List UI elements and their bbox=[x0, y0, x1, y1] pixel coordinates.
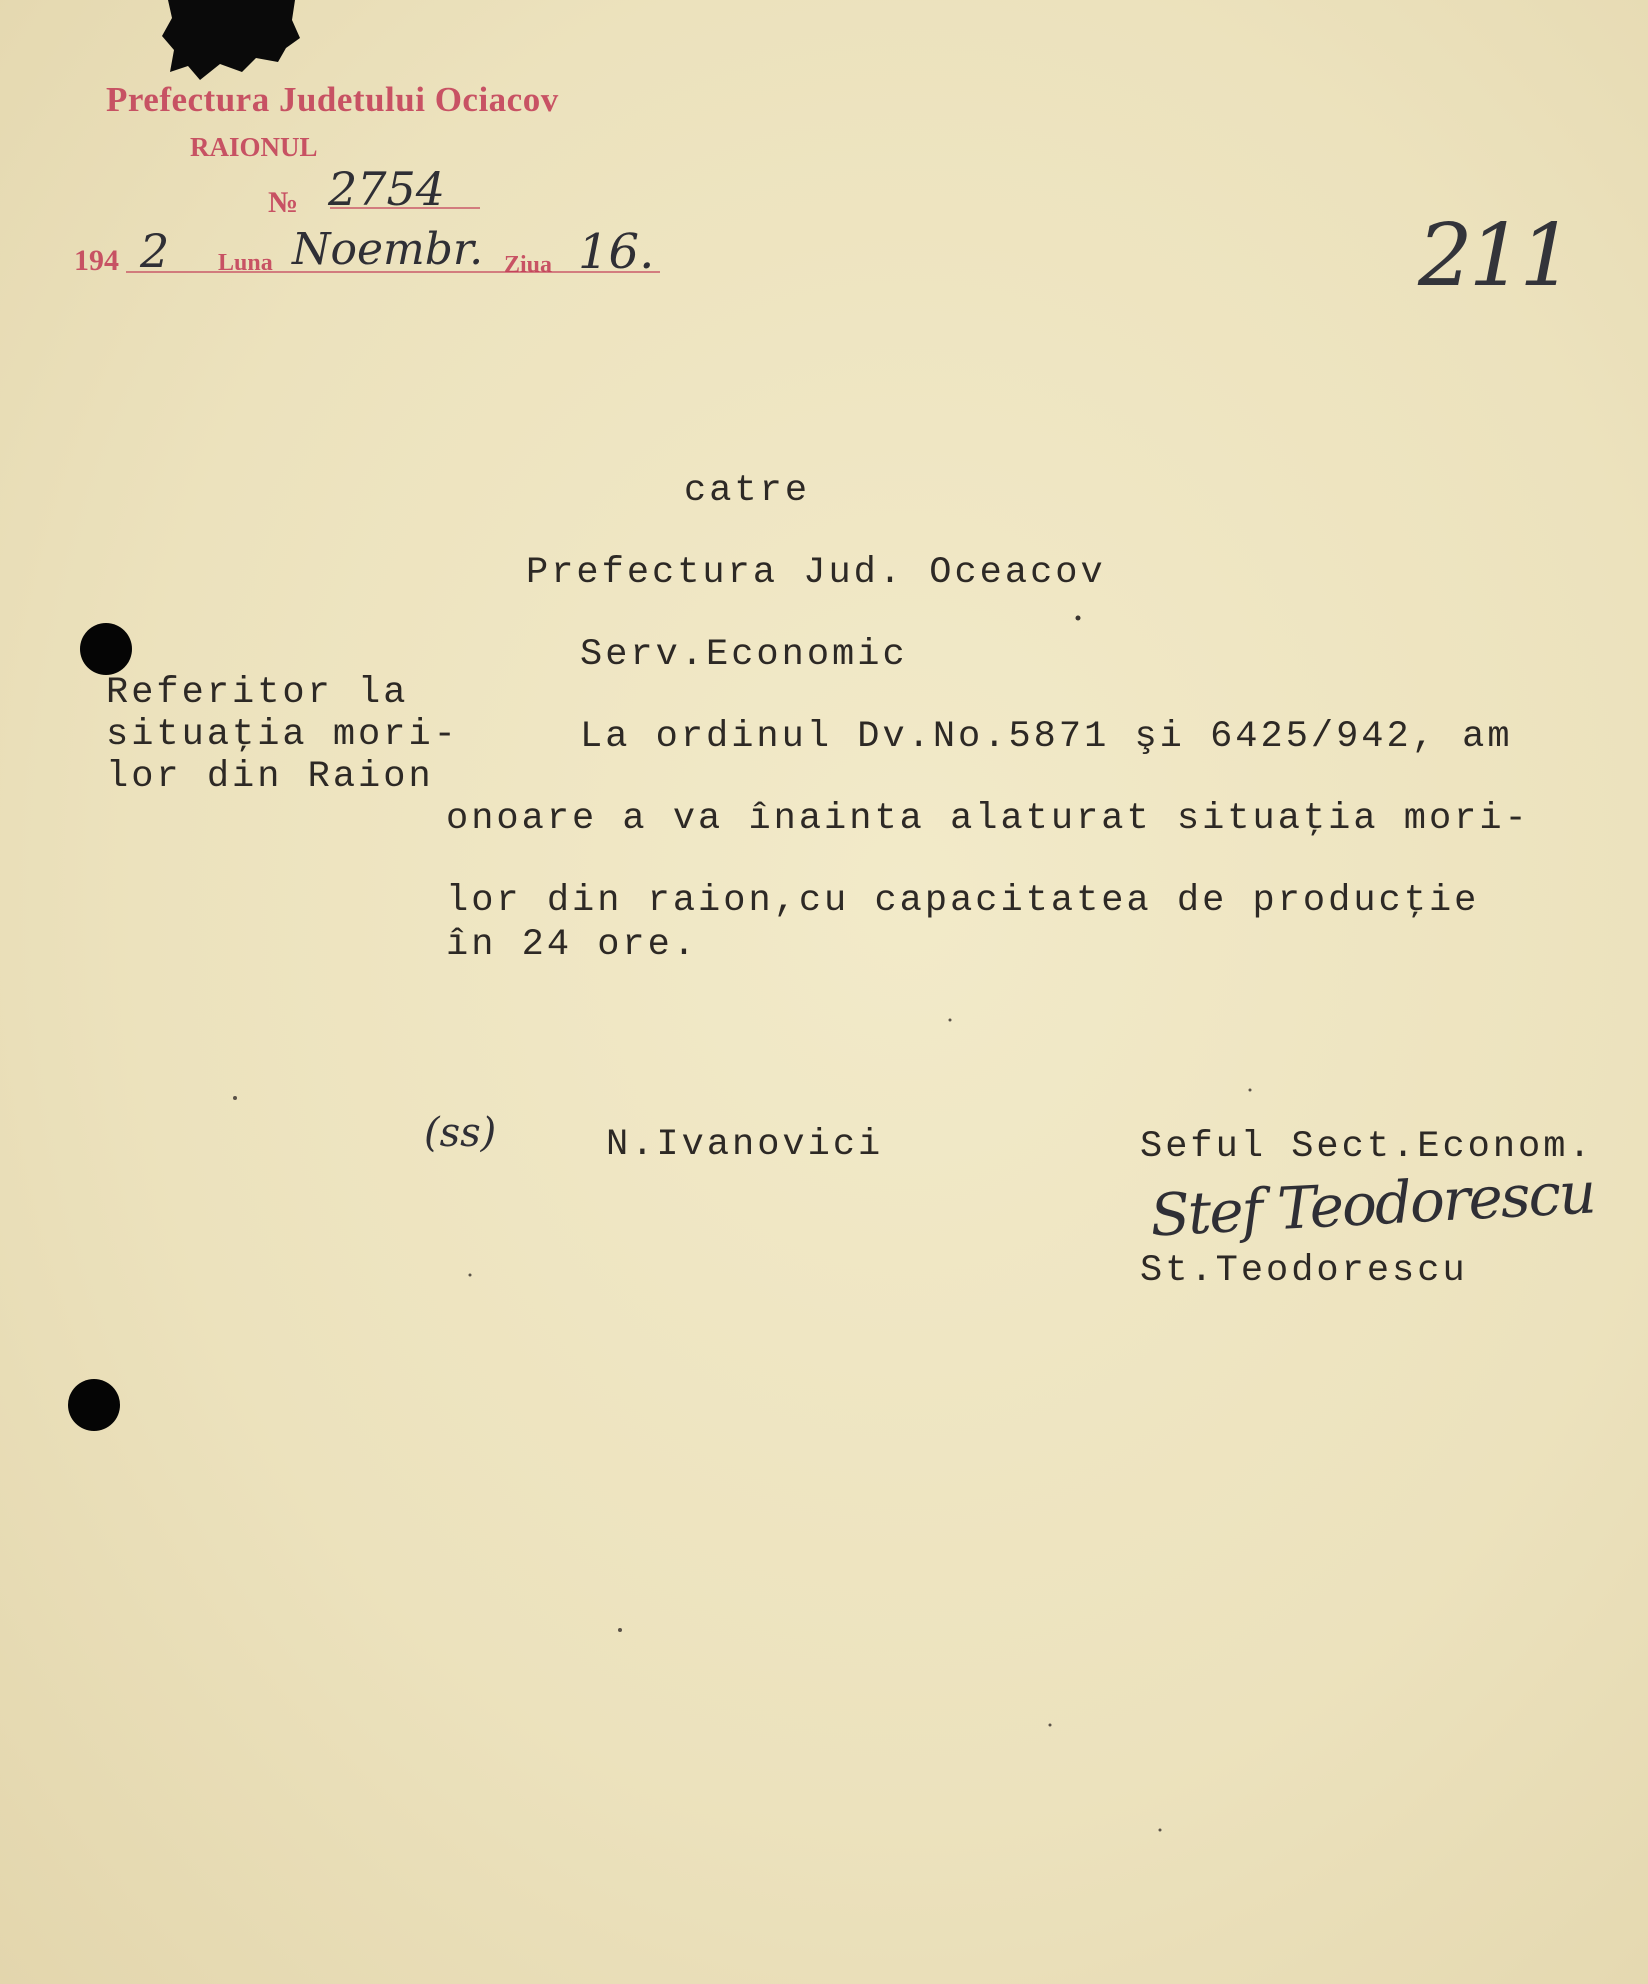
stamp-number-value: 2754 bbox=[328, 162, 446, 216]
left-initial-mark: (ss) bbox=[424, 1110, 497, 1156]
right-signatory-title: Seful Sect.Econom. bbox=[1140, 1126, 1594, 1168]
stamp-year-value: 2 bbox=[140, 224, 170, 278]
left-signatory-name: N.Ivanovici bbox=[606, 1124, 884, 1166]
stamp-year-prefix: 194 bbox=[74, 244, 119, 277]
recipient-to: catre bbox=[684, 470, 811, 512]
body-line: în 24 ore. bbox=[446, 924, 699, 966]
recipient-service: Serv.Economic bbox=[580, 634, 908, 676]
stamp-institution: Prefectura Judetului Ociacov bbox=[106, 80, 559, 119]
stamp-number-prefix: № bbox=[268, 186, 299, 219]
margin-note-line: situaţia mori- bbox=[106, 714, 459, 756]
stamp-day-value: 16. bbox=[578, 224, 655, 280]
recipient-institution: Prefectura Jud. Oceacov bbox=[526, 552, 1106, 594]
folio-number: 211 bbox=[1418, 206, 1571, 306]
stamp-month-value: Noembr. bbox=[292, 224, 484, 275]
stamp-month-label: Luna bbox=[218, 250, 273, 276]
body-line: La ordinul Dv.No.5871 şi 6425/942, am bbox=[580, 716, 1513, 758]
right-signatory-name: St.Teodorescu bbox=[1140, 1250, 1468, 1292]
margin-note-line: Referitor la bbox=[106, 672, 409, 714]
stamp-district: RAIONUL bbox=[190, 132, 318, 162]
stamp-day-label: Ziua bbox=[504, 252, 553, 278]
body-line: onoare a va înainta alaturat situaţia mori- bbox=[446, 798, 1530, 840]
handwritten-signature: Stef Teodorescu bbox=[1148, 1158, 1596, 1250]
body-line: lor din raion,cu capacitatea de producţie bbox=[446, 880, 1480, 922]
margin-note-line: lor din Raion bbox=[106, 756, 434, 798]
